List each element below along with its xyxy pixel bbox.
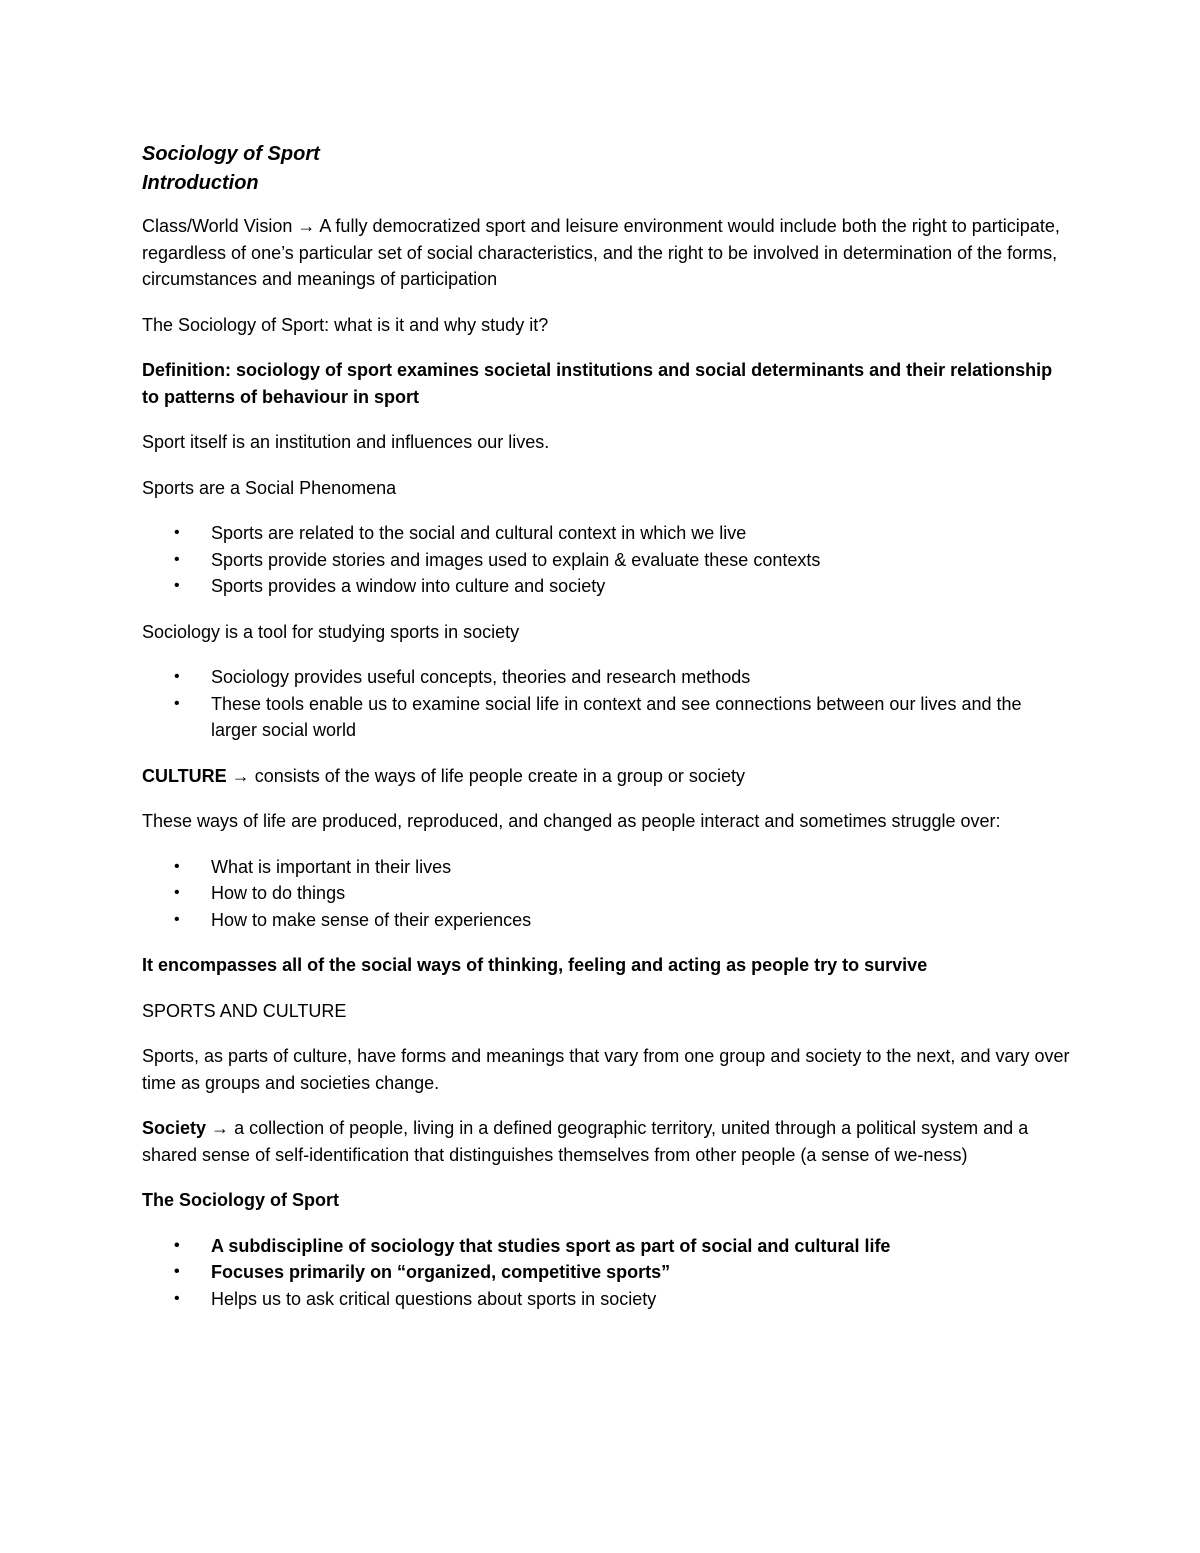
document-title: Sociology of Sport: [142, 143, 320, 165]
ways-heading: These ways of life are produced, reproduced, and changed as people interact and sometimes struggle over:: [142, 811, 1001, 831]
bullet-icon: •: [174, 910, 180, 928]
society-paragraph: [142, 1115, 1072, 1168]
bullet-icon: •: [174, 550, 180, 568]
encompasses-paragraph: It encompasses all of the social ways of thinking, feeling and acting as people try to survive: [142, 955, 928, 975]
sociology-sport-heading: The Sociology of Sport: [142, 1190, 339, 1210]
list-item: • What is important in their lives: [142, 854, 1072, 881]
list-item: • How to do things: [142, 880, 1072, 907]
institution-paragraph: Sport itself is an institution and influences our lives.: [142, 432, 550, 452]
society-term: Society: [142, 1118, 207, 1138]
class-vision-text: A fully democratized sport and leisure environment would include both the right to participate, regardless of one’s particular set of social characteristics, and the right to be involved in determination of the forms, circumstances and meanings of participation: [142, 216, 1060, 289]
society-text: a collection of people, living in a defined geographic territory, united through a political system and a shared sense of self-identification that distinguishes themselves from other people (a sense of we-ness): [142, 1118, 1029, 1165]
bullet-icon: •: [174, 884, 180, 901]
arrow-icon: →: [297, 216, 316, 236]
class-vision-label: Class/World Vision: [142, 216, 293, 236]
list-item: • How to make sense of their experiences: [142, 907, 1072, 934]
ways-list: [142, 854, 1072, 934]
sociology-sport-list: [142, 1233, 1072, 1313]
bullet-icon: •: [174, 1289, 180, 1307]
list-item: • Sports are related to the social and cultural context in which we live: [142, 520, 1072, 547]
arrow-icon: →: [231, 765, 250, 786]
list-item: • These tools enable us to examine social life in context and see connections between our lives and the larger social world: [142, 691, 1072, 744]
sports-culture-heading: SPORTS AND CULTURE: [142, 1000, 347, 1021]
phenomena-heading: Sports are a Social Phenomena: [142, 477, 397, 498]
culture-paragraph: [142, 763, 1072, 790]
list-item: • Sports provide stories and images used to explain & evaluate these contexts: [142, 547, 1072, 574]
list-item: • Helps us to ask critical questions about sports in society: [142, 1286, 1072, 1313]
culture-term: CULTURE: [142, 765, 227, 786]
list-item: • Sports provides a window into culture and society: [142, 573, 1072, 600]
sports-culture-paragraph: Sports, as parts of culture, have forms and meanings that vary from one group and society to the next, and vary over time as groups and societies change.: [142, 1046, 1070, 1093]
bullet-icon: •: [174, 524, 180, 541]
bullet-icon: •: [174, 577, 180, 594]
bullet-icon: •: [174, 857, 180, 875]
phenomena-list: [142, 520, 1072, 600]
list-item: • Sociology provides useful concepts, theories and research methods: [142, 664, 1072, 691]
list-item: • A subdiscipline of sociology that studies sport as part of social and cultural life: [142, 1233, 1072, 1260]
arrow-icon: →: [211, 1118, 230, 1138]
definition-paragraph: Definition: sociology of sport examines societal institutions and social determinants and their relationship to patterns of behaviour in sport: [142, 360, 1053, 407]
document-page: [142, 140, 1072, 1331]
bullet-icon: •: [174, 1263, 180, 1280]
class-vision-paragraph: [142, 213, 1072, 293]
tool-list: [142, 664, 1072, 744]
bullet-icon: •: [174, 1236, 180, 1254]
bullet-icon: •: [174, 694, 180, 712]
bullet-icon: •: [174, 668, 180, 685]
document-subtitle: Introduction: [142, 172, 259, 194]
culture-text: consists of the ways of life people create in a group or society: [254, 765, 745, 786]
tool-heading: Sociology is a tool for studying sports in society: [142, 621, 520, 642]
question-paragraph: The Sociology of Sport: what is it and why study it?: [142, 314, 549, 335]
list-item: • Focuses primarily on “organized, competitive sports”: [142, 1259, 1072, 1286]
